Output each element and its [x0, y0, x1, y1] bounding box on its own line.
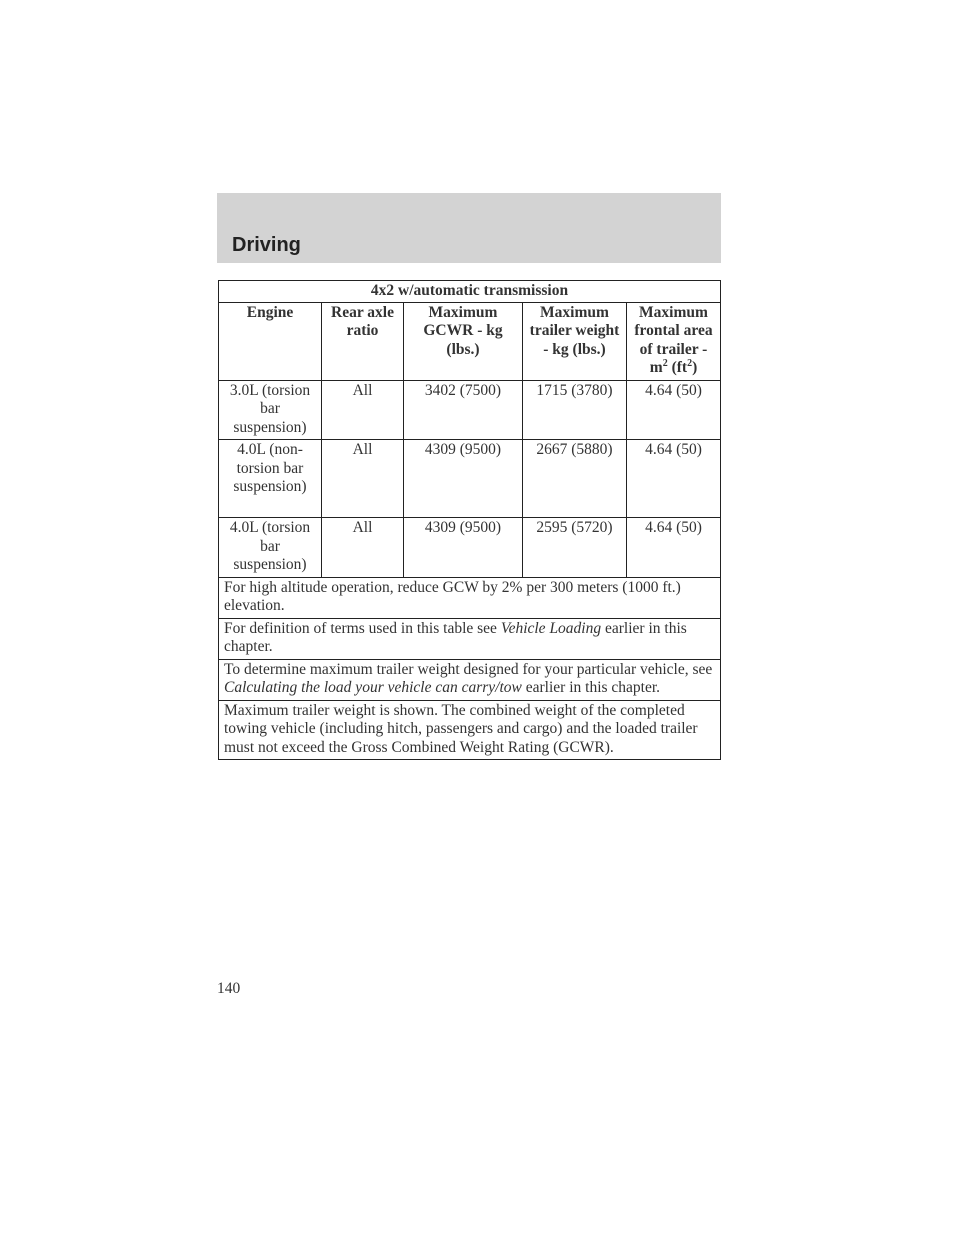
cell-frontal-area: 4.64 (50): [627, 440, 721, 518]
col-header-gcwr: Maximum GCWR - kg (lbs.): [404, 302, 523, 380]
cell-gcwr: 4309 (9500): [404, 518, 523, 578]
col-header-axle-ratio: Rear axle ratio: [322, 302, 404, 380]
table-note-row: [219, 700, 721, 760]
cell-engine: 4.0L (non-torsion bar suspension): [219, 440, 322, 518]
cell-trailer-weight: 1715 (3780): [523, 380, 627, 440]
note-determine-text-end: earlier in this chapter.: [521, 679, 661, 696]
cell-frontal-area: 4.64 (50): [627, 380, 721, 440]
table-header-row: [219, 302, 721, 380]
note-altitude: For high altitude operation, reduce GCW by 2% per 300 meters (1000 ft.) elevation.: [219, 577, 721, 618]
frontal-area-sup-ft: 2: [687, 357, 693, 369]
page-number: 140: [217, 980, 241, 997]
cell-axle-ratio: All: [322, 380, 404, 440]
frontal-area-sup-m: 2: [662, 357, 668, 369]
note-definition-text: For definition of terms used in this table see: [224, 619, 501, 637]
table-title: 4x2 w/automatic transmission: [219, 281, 721, 303]
table-row: [219, 440, 721, 518]
cell-engine: 4.0L (torsion bar suspension): [219, 518, 322, 578]
cell-engine: 3.0L (torsion bar suspension): [219, 380, 322, 440]
note-determine: [219, 659, 721, 700]
note-definition-text-end: earlier in this chapter.: [224, 619, 687, 655]
col-header-frontal-area: [627, 302, 721, 380]
note-determine-reference: Calculating the load your vehicle can carry/tow: [224, 679, 522, 696]
cell-gcwr: 4309 (9500): [404, 440, 523, 518]
note-determine-text: To determine maximum trailer weight designed for your particular vehicle, see: [224, 660, 713, 678]
col-header-engine: Engine: [219, 302, 322, 380]
table-row: [219, 380, 721, 440]
cell-gcwr: 3402 (7500): [404, 380, 523, 440]
table-row: [219, 518, 721, 578]
frontal-area-ft-close: ): [692, 359, 698, 376]
towing-capacity-table: [218, 280, 721, 760]
note-definition-reference: Vehicle Loading: [500, 619, 602, 637]
section-title: Driving: [232, 234, 301, 256]
cell-trailer-weight: 2595 (5720): [523, 518, 627, 578]
table-note-row: [219, 618, 721, 659]
note-combined-weight: Maximum trailer weight is shown. The combined weight of the completed towing vehicle (including hitch, passengers and cargo) and the loaded trailer must not exceed the Gross Combined Weight Rating (GCWR).: [219, 700, 721, 760]
cell-axle-ratio: All: [322, 440, 404, 518]
cell-frontal-area: 4.64 (50): [627, 518, 721, 578]
frontal-area-label: Maximum frontal area of trailer - m: [634, 303, 713, 376]
table-note-row: [219, 659, 721, 700]
cell-axle-ratio: All: [322, 518, 404, 578]
note-definition: [219, 618, 721, 659]
section-header-band: [217, 193, 721, 263]
table-note-row: [219, 577, 721, 618]
frontal-area-ft-open: (ft: [671, 359, 688, 376]
col-header-trailer-weight: Maximum trailer weight - kg (lbs.): [523, 302, 627, 380]
table-title-row: [219, 281, 721, 303]
cell-trailer-weight: 2667 (5880): [523, 440, 627, 518]
